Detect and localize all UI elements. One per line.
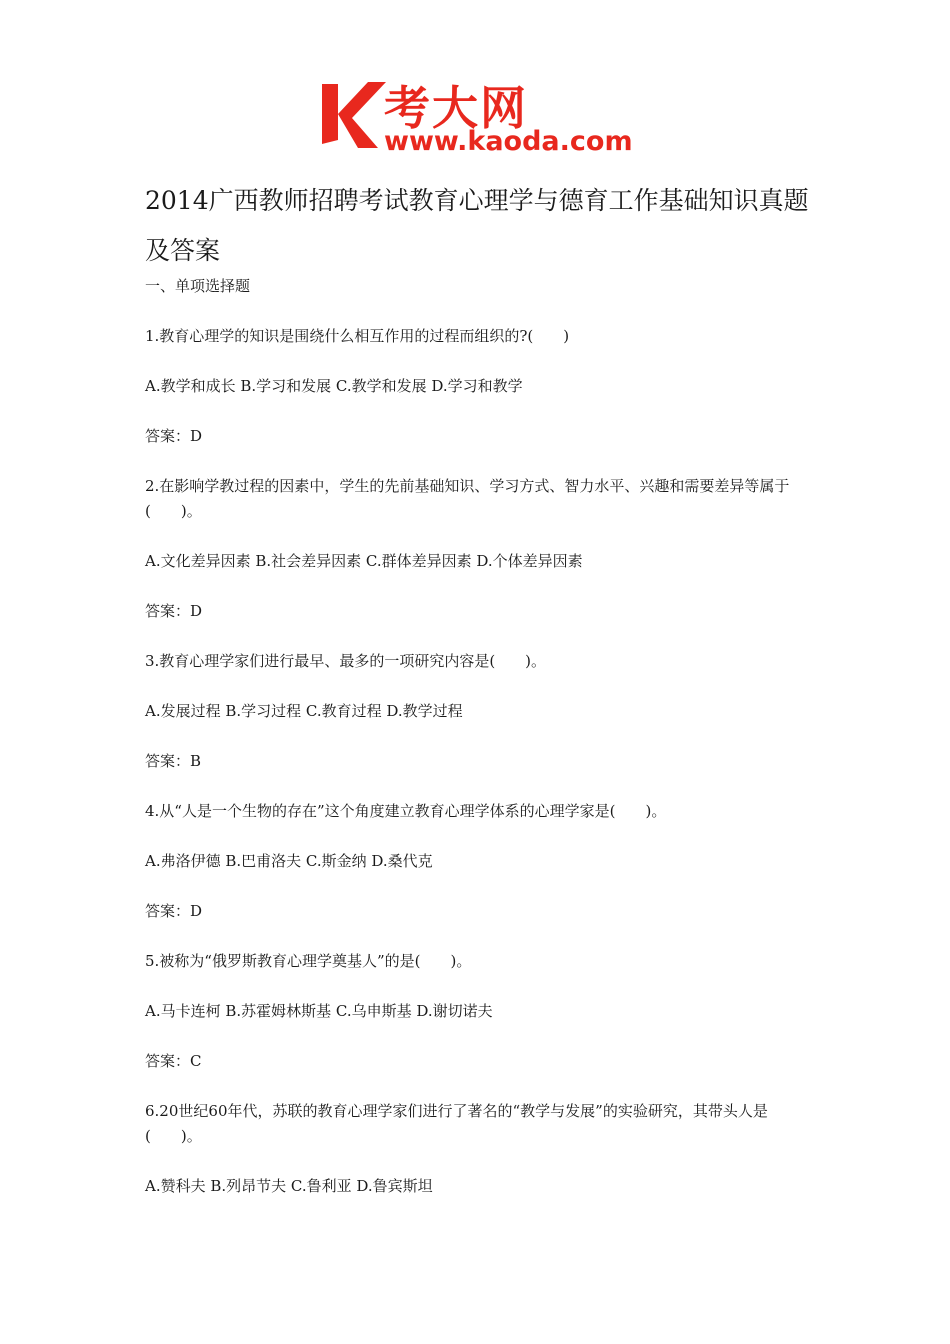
logo-k-icon	[318, 78, 388, 150]
document-line: 答案：C	[145, 1052, 202, 1070]
document-line: 6.20世纪60年代，苏联的教育心理学家们进行了著名的“教学与发展”的实验研究，其带头人是( )。	[145, 1102, 768, 1145]
logo-url: www.kaoda.com	[384, 126, 633, 157]
document-line: 答案：D	[145, 902, 203, 920]
document-line: 3.教育心理学家们进行最早、最多的一项研究内容是( )。	[145, 652, 547, 670]
document-title: 2014广西教师招聘考试教育心理学与德育工作基础知识真题及答案	[145, 186, 809, 265]
question-list	[145, 324, 815, 1199]
document-line: A.赞科夫 B.列昂节夫 C.鲁利亚 D.鲁宾斯坦	[145, 1177, 433, 1195]
kaoda-logo	[318, 78, 648, 160]
document-line: 4.从“人是一个生物的存在”这个角度建立教育心理学体系的心理学家是( )。	[145, 802, 667, 820]
document-line: 2.在影响学教过程的因素中，学生的先前基础知识、学习方式、智力水平、兴趣和需要差异等属于( )。	[145, 477, 790, 520]
document-line: A.马卡连柯 B.苏霍姆林斯基 C.乌申斯基 D.谢切诺夫	[145, 1002, 493, 1020]
document-line: 5.被称为“俄罗斯教育心理学奠基人”的是( )。	[145, 952, 472, 970]
document-body	[145, 274, 815, 1224]
document-line: A.教学和成长 B.学习和发展 C.教学和发展 D.学习和教学	[145, 377, 523, 395]
document-line: A.弗洛伊德 B.巴甫洛夫 C.斯金纳 D.桑代克	[145, 852, 433, 870]
document-line: 1.教育心理学的知识是围绕什么相互作用的过程而组织的?( )	[145, 327, 570, 345]
document-line: 答案：B	[145, 752, 202, 770]
section-heading: 一、单项选择题	[145, 277, 251, 295]
logo-name: 考大网	[384, 81, 528, 135]
document-line: 答案：D	[145, 427, 203, 445]
document-line: 答案：D	[145, 602, 203, 620]
document-line: A.文化差异因素 B.社会差异因素 C.群体差异因素 D.个体差异因素	[145, 552, 583, 570]
document-line: A.发展过程 B.学习过程 C.教育过程 D.教学过程	[145, 702, 463, 720]
